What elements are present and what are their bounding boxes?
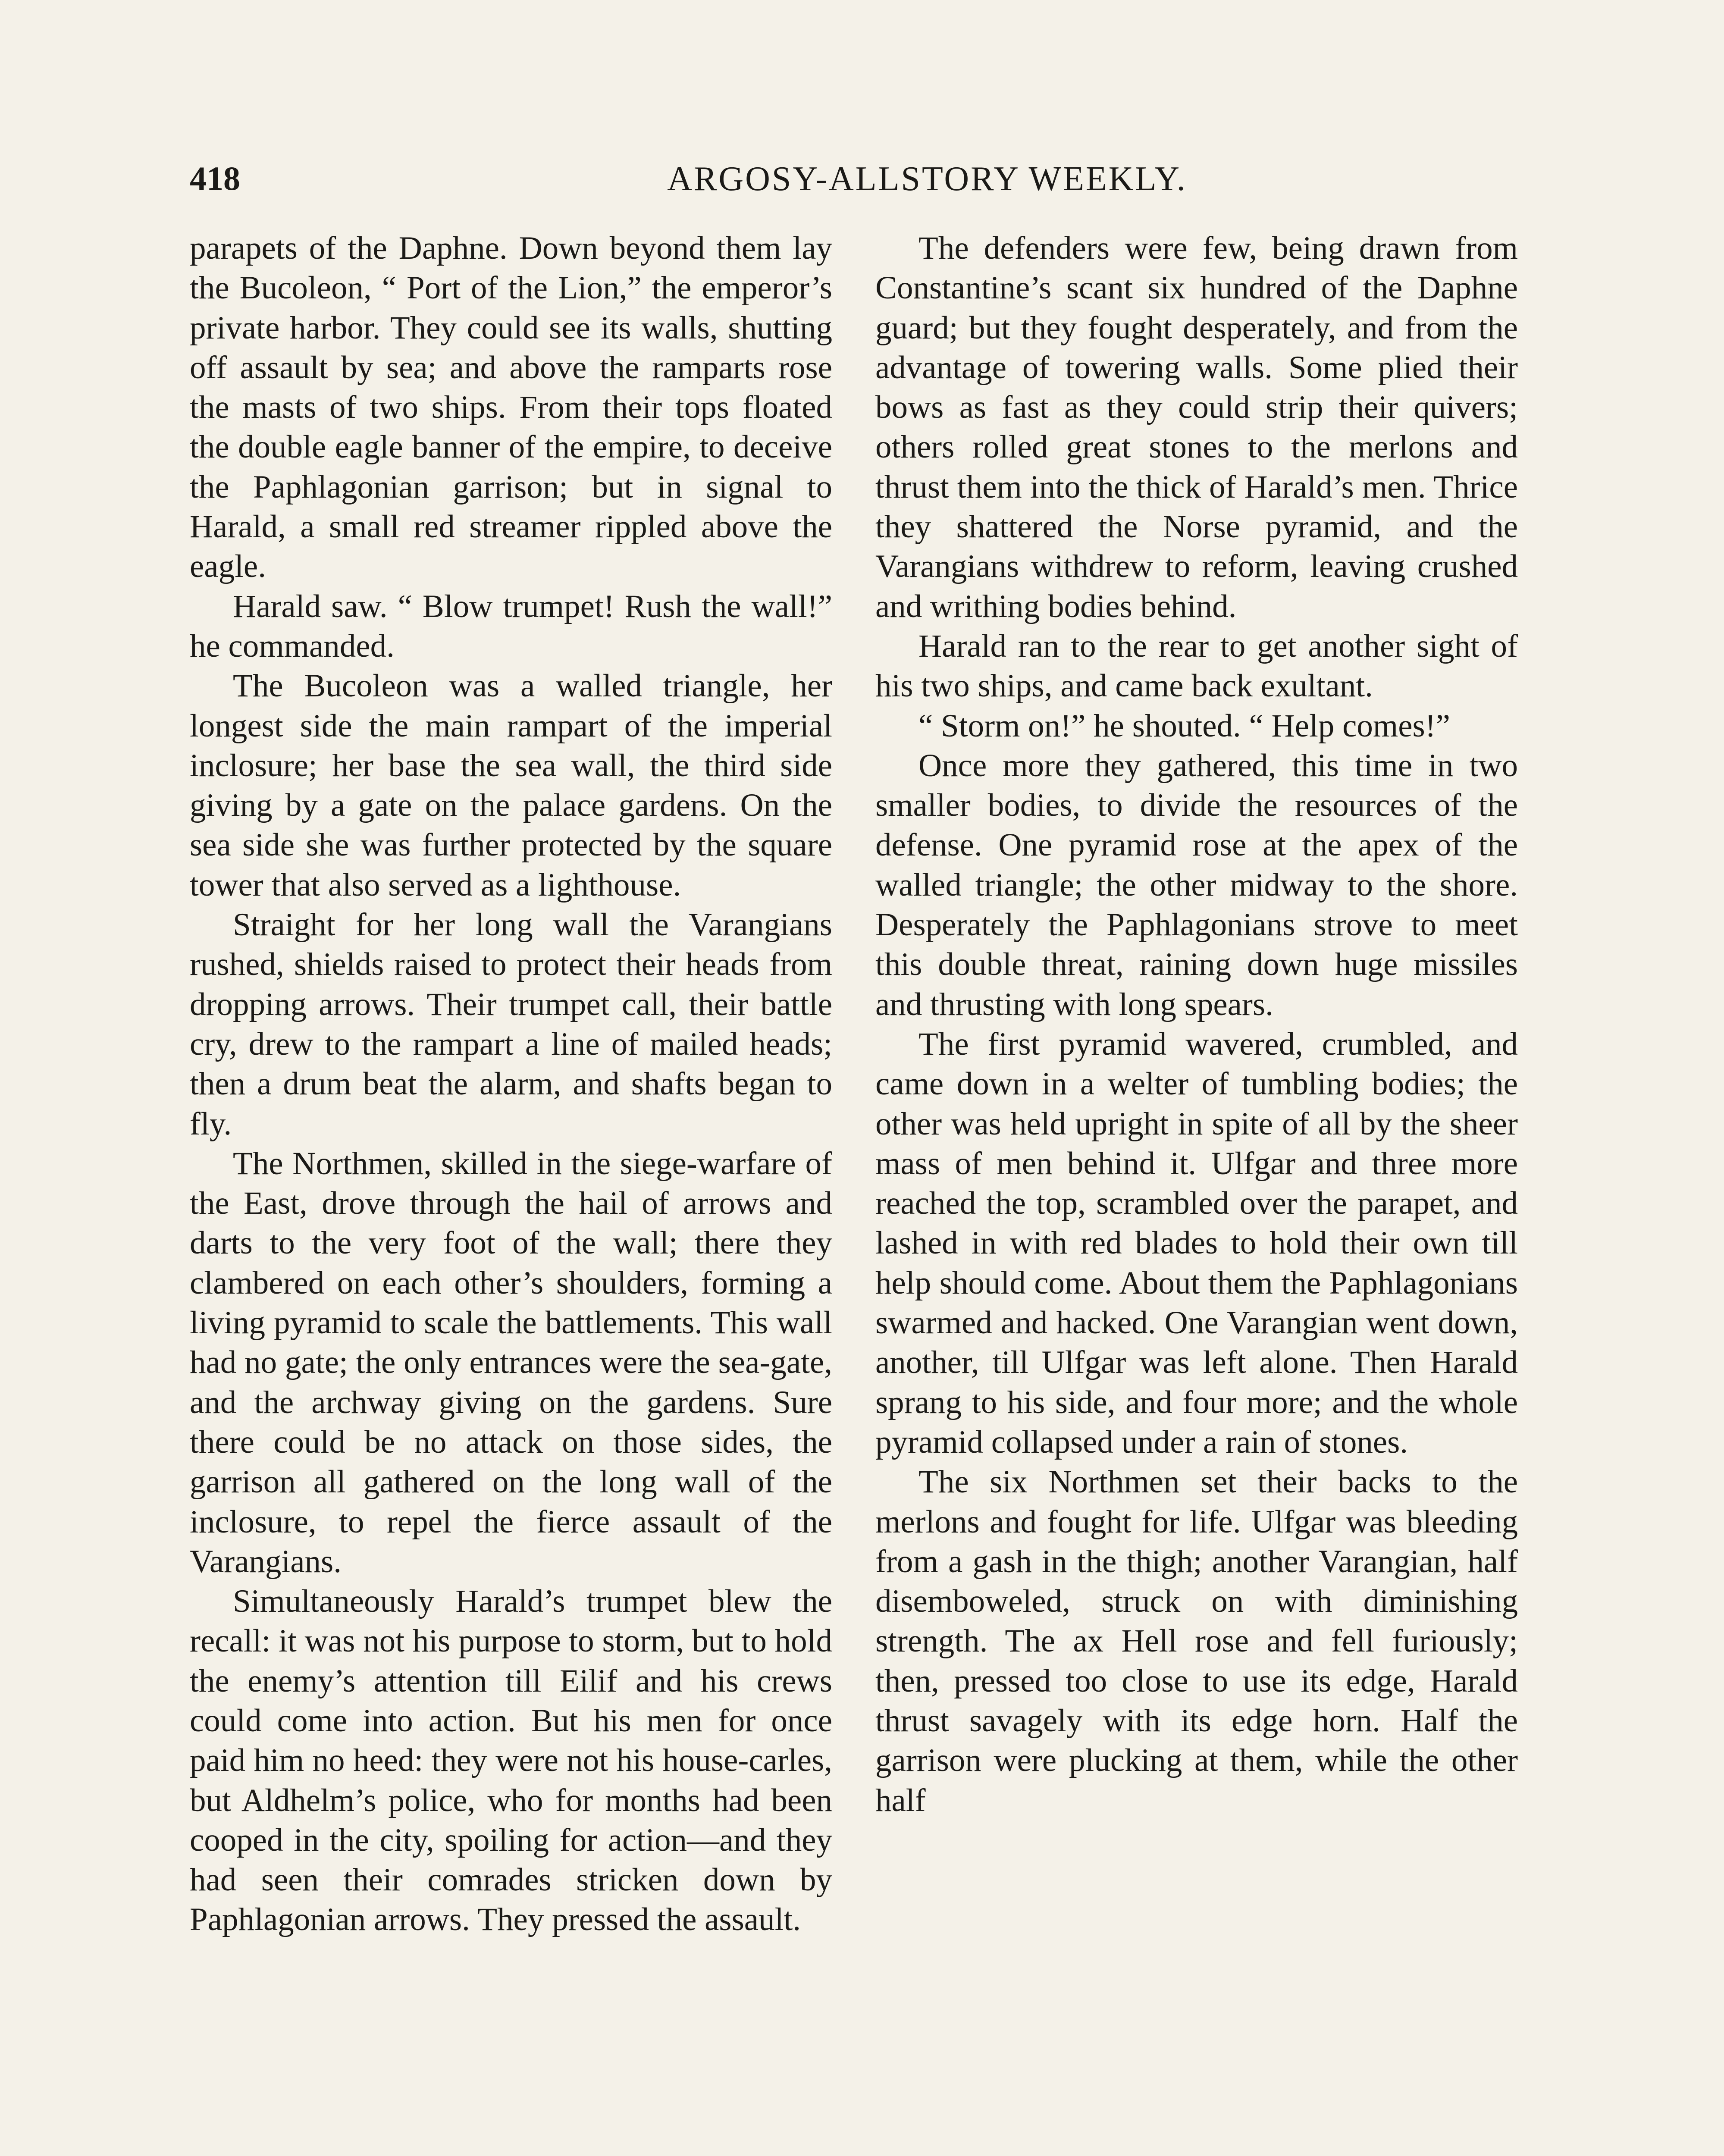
- running-head: ARGOSY-ALLSTORY WEEKLY.: [667, 160, 1187, 198]
- paragraph: “ Storm on!” he shouted. “ Help comes!”: [918, 708, 1450, 744]
- paragraph: Straight for her long wall the Varangians rushed, shields raised to protect their heads from dropping arrows. Their trumpet call, their battle cry, drew to the rampart a line of mailed heads; then a drum beat the alarm, and shafts began to fly.: [190, 907, 832, 1142]
- right-column: [875, 229, 1518, 1821]
- paragraph: The Northmen, skilled in the siege-warfare of the East, drove through the hail of arrows and darts to the very foot of the wall; there they clambered on each other’s shoulders, forming a living pyramid to scale the battlements. This wall had no gate; the only entrances were the sea-gate, and the archway giving on the gardens. Sure there could be no attack on those sides, the garrison all gathered on the long wall of the inclosure, to repel the fierce assault of the Varangians.: [190, 1145, 832, 1579]
- paragraph: The first pyramid wavered, crumbled, and came down in a welter of tumbling bodies; the other was held upright in spite of all by the sheer mass of men behind it. Ulfgar and three more reached the top, scrambled over the parapet, and lashed in with red blades to hold their own till help should come. About them the Paphlagonians swarmed and hacked. One Varangian went down, another, till Ulfgar was left alone. Then Harald sprang to his side, and four more; and the whole pyramid collapsed under a rain of stones.: [875, 1026, 1518, 1460]
- left-column: [190, 229, 832, 1940]
- paragraph: Harald ran to the rear to get another sight of his two ships, and came back exultant.: [875, 628, 1518, 704]
- paragraph: parapets of the Daphne. Down beyond them lay the Bucoleon, “ Port of the Lion,” the emperor’s private harbor. They could see its walls, shutting off assault by sea; and above the ramparts rose the masts of two ships. From their tops floated the double eagle banner of the empire, to deceive the Paphlagonian garrison; but in signal to Harald, a small red streamer rippled above the eagle.: [190, 230, 832, 585]
- paragraph: Once more they gathered, this time in two smaller bodies, to divide the resources of the defense. One pyramid rose at the apex of the walled triangle; the other midway to the shore. Desperately the Paphlagonians strove to meet this double threat, raining down huge missiles and thrusting with long spears.: [875, 747, 1518, 1022]
- paragraph: The six Northmen set their backs to the merlons and fought for life. Ulfgar was bleeding from a gash in the thigh; another Varangian, half disemboweled, struck on with diminishing strength. The ax Hell rose and fell furiously; then, pressed too close to use its edge, Harald thrust savagely with its edge horn. Half the garrison were plucking at them, while the other half: [875, 1464, 1518, 1818]
- paragraph: The Bucoleon was a walled triangle, her longest side the main rampart of the imperial inclosure; her base the sea wall, the third side giving by a gate on the palace gardens. On the sea side she was further protected by the square tower that also served as a lighthouse.: [190, 668, 832, 903]
- paragraph: Simultaneously Harald’s trumpet blew the recall: it was not his purpose to storm, but to hold the enemy’s attention till Eilif and his crews could come into action. But his men for once paid him no heed: they were not his house-carles, but Aldhelm’s police, who for months had been cooped in the city, spoiling for action—and they had seen their comrades stricken down by Paphlagonian arrows. They pressed the assault.: [190, 1583, 832, 1938]
- paragraph: Harald saw. “ Blow trumpet! Rush the wall!” he commanded.: [190, 588, 832, 664]
- paragraph: The defenders were few, being drawn from Constantine’s scant six hundred of the Daphne guard; but they fought desperately, and from the advantage of towering walls. Some plied their bows as fast as they could strip their quivers; others rolled great stones to the merlons and thrust them into the thick of Harald’s men. Thrice they shattered the Norse pyramid, and the Varangians withdrew to reform, leaving crushed and writhing bodies behind.: [875, 230, 1518, 624]
- page-number: 418: [190, 160, 240, 197]
